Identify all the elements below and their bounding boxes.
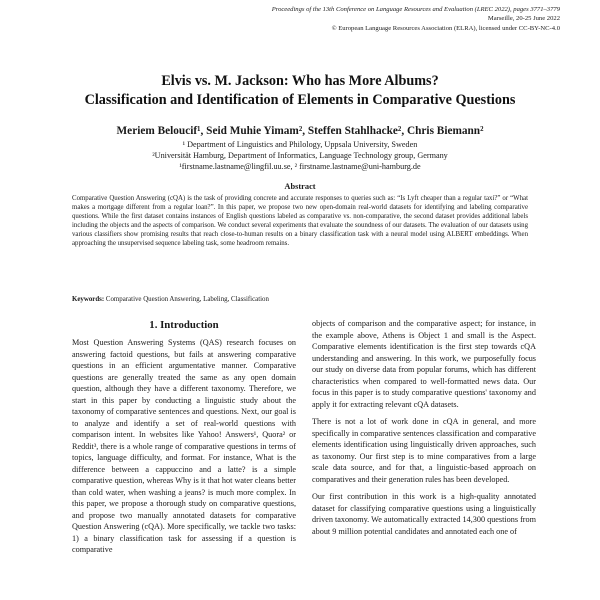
author-emails: ¹firstname.lastname@lingfil.uu.se, ² firstname.lastname@uni-hamburg.de: [179, 162, 421, 172]
affiliation-hamburg: ²Universität Hamburg, Department of Informatics, Language Technology group, Germany: [152, 151, 448, 161]
paper-title: [0, 72, 600, 110]
header-line-proceedings: Proceedings of the 13th Conference on Language Resources and Evaluation (LREC 2022), pages 3771–3779: [271, 6, 560, 13]
affiliation-uppsala: ¹ Department of Linguistics and Philology, Uppsala University, Sweden: [182, 140, 418, 149]
intro-paragraph-4: Our first contribution in this work is a high-quality annotated dataset for classifying comparative questions using a linguistically driven taxonomy. We automatically extracted 14,300 questions from about 9 million potential candidates and annotated each one of: [312, 492, 536, 536]
title-line-2: Classification and Identification of Elements in Comparative Questions: [84, 92, 516, 108]
affiliations: [0, 139, 600, 173]
intro-paragraph-1: Most Question Answering Systems (QAS) research focuses on answering factoid questions, but fails at answering comparative questions in an efficient argumentative manner. Comparative questions are generally treated the same as any open domain question, although they have a different taxonomy. Therefore, we start in this paper by conducting a linguistic study about the taxonomy of comparative sentences and questions. Next, our goal is to analyze and identify a set of real-world questions with comparison intent. In websites like Yahoo! Answers¹, Quora² or Reddit³, there is a whole range of comparative questions in terms of topics, language difficulty, and format. For instance, What is the difference between a cappuccino and a latte? is a simple comparative question, whereas Why is it that hot water cleans better than cold water, when washing a jeans? is much more complex. In this paper, we propose a thorough study on comparative questions, and propose two manually annotated datasets for comparative Question Answering (cQA). More specifically, we tackle two tasks: 1) a binary classification task for assessing if a question is comparative: [72, 338, 296, 554]
intro-paragraph-2: objects of comparison and the comparative aspect; for instance, in the example above, Athens is Object 1 and small is the Aspect. Comparative elements identification is the first step towards cQA understanding and answering. In this work, we purposefully focus our study on diverse data from popular forums, which has different characteristics when compared to well-formatted news data. Our focus in this paper is to study comparative questions' taxonomy and apply it for extracting relevant cQA datasets.: [312, 319, 536, 409]
keywords-text: Comparative Question Answering, Labeling, Classification: [105, 296, 269, 303]
author-list: Meriem Beloucif¹, Seid Muhie Yimam², Steffen Stahlhacke², Chris Biemann²: [116, 125, 484, 137]
left-column: [72, 318, 296, 556]
proceedings-header: [140, 5, 560, 33]
title-line-1: Elvis vs. M. Jackson: Who has More Albums?: [161, 73, 439, 89]
abstract-heading: Abstract: [284, 182, 316, 191]
abstract-text: Comparative Question Answering (cQA) is the task of providing concrete and accurate responses to queries such as: “Is Lyft cheaper than a regular taxi?” or “What makes a mortgage different from a regular loan?”. In this paper, we propose two new open-domain real-world datasets for identifying and labeling comparative questions. While the first dataset contains instances of English questions labeled as comparative vs. non-comparative, the second dataset provides additional labels including the objects and the aspects of comparison. We conduct several experiments that evaluate the soundness of our datasets. The evaluation of our datasets using various classifiers show promising results that reach close-to-human results on a binary classification task with a neural model using ALBERT embeddings. When approaching the unsupervised sequence labeling task, some headroom remains.: [72, 195, 528, 248]
keywords-line: [72, 295, 528, 304]
intro-paragraph-3: There is not a lot of work done in cQA in general, and more specifically in comparative sentences classification and comparative elements identification using linguistically driven approaches, such as taxonomy. Our first step is to mine comparatives from a large scale data source, and for that, a linguistic-based approach on comparatives and their generation rules has been developed.: [312, 417, 536, 484]
keywords-label: Keywords:: [72, 296, 105, 303]
right-column: [312, 318, 536, 537]
section-title-introduction: 1. Introduction: [149, 319, 219, 331]
header-line-location: Marseille, 20-25 June 2022: [487, 15, 560, 23]
header-line-license: © European Language Resources Association (ELRA), licensed under CC-BY-NC-4.0: [331, 24, 560, 32]
